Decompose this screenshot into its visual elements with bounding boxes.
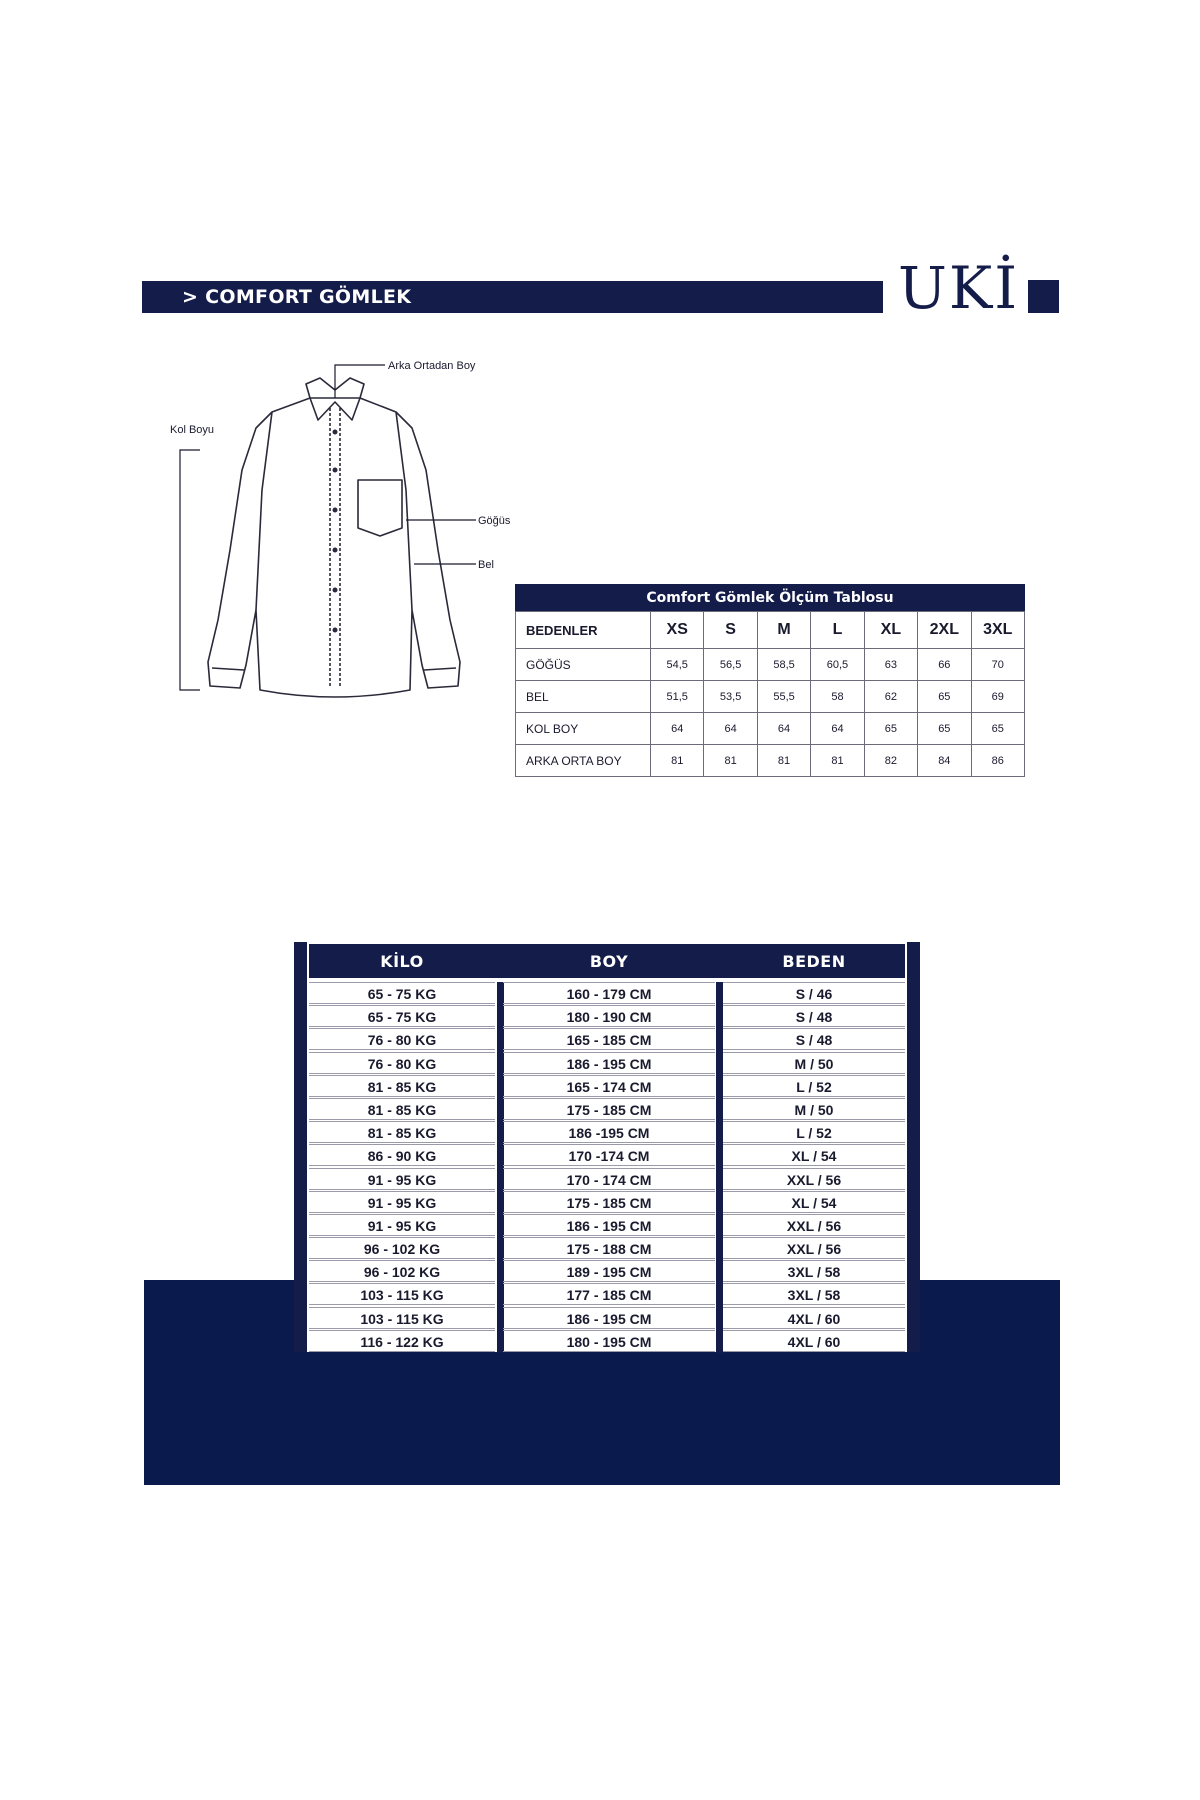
height-cell: 177 - 185 CM xyxy=(503,1283,715,1305)
height-cell: 170 - 174 CM xyxy=(503,1168,715,1190)
height-cell: 186 - 195 CM xyxy=(503,1052,715,1074)
button xyxy=(333,508,338,513)
size-guide-inner xyxy=(307,942,907,1352)
height-cell: 180 - 190 CM xyxy=(503,1005,715,1027)
measurement-value: 64 xyxy=(811,713,864,745)
measurement-value: 70 xyxy=(971,649,1024,681)
table-row xyxy=(309,1214,905,1237)
sizes-header-label: BEDENLER xyxy=(516,612,651,649)
height-cell: 180 - 195 CM xyxy=(503,1330,715,1352)
height-cell: 189 - 195 CM xyxy=(503,1260,715,1282)
table-row xyxy=(309,1260,905,1283)
shirt-outline xyxy=(208,398,460,697)
size-cell: 4XL / 60 xyxy=(723,1307,905,1329)
measurement-table xyxy=(515,584,1025,777)
header-bar xyxy=(142,281,883,313)
weight-cell: 96 - 102 KG xyxy=(309,1260,495,1282)
table-row xyxy=(309,1191,905,1214)
size-column-header: 2XL xyxy=(918,612,971,649)
measurement-value: 69 xyxy=(971,681,1024,713)
size-column-header: M xyxy=(757,612,810,649)
measurement-row xyxy=(516,713,1025,745)
size-column-header: 3XL xyxy=(971,612,1024,649)
table-row xyxy=(309,982,905,1005)
measurement-label: ARKA ORTA BOY xyxy=(516,745,651,777)
measurement-row xyxy=(516,745,1025,777)
measurement-value: 81 xyxy=(757,745,810,777)
measurement-header-row xyxy=(516,612,1025,649)
weight-cell: 116 - 122 KG xyxy=(309,1330,495,1352)
size-column-header: XS xyxy=(651,612,704,649)
measurement-value: 58,5 xyxy=(757,649,810,681)
size-cell: XL / 54 xyxy=(723,1144,905,1166)
weight-cell: 103 - 115 KG xyxy=(309,1307,495,1329)
size-guide-header xyxy=(309,944,905,978)
size-column-header: XL xyxy=(864,612,917,649)
table-row xyxy=(309,1168,905,1191)
size-guide xyxy=(294,942,920,1352)
button xyxy=(333,588,338,593)
weight-cell: 91 - 95 KG xyxy=(309,1191,495,1213)
weight-cell: 76 - 80 KG xyxy=(309,1028,495,1050)
measurement-value: 64 xyxy=(651,713,704,745)
table-row xyxy=(309,1330,905,1353)
table-row xyxy=(309,1075,905,1098)
size-cell: XXL / 56 xyxy=(723,1237,905,1259)
sleeve-length-label: Kol Boyu xyxy=(170,424,215,436)
measurement-value: 66 xyxy=(918,649,971,681)
waist-label: Bel xyxy=(478,559,494,571)
table-row xyxy=(309,1005,905,1028)
back-length-label: Arka Ortadan Boy xyxy=(388,360,476,372)
shirt-diagram xyxy=(160,350,520,700)
height-cell: 165 - 185 CM xyxy=(503,1028,715,1050)
measurement-label: GÖĞÜS xyxy=(516,649,651,681)
height-cell: 175 - 185 CM xyxy=(503,1098,715,1120)
measurement-value: 81 xyxy=(651,745,704,777)
weight-header: KİLO xyxy=(380,952,424,971)
weight-cell: 65 - 75 KG xyxy=(309,982,495,1004)
brand-logo: UKİ xyxy=(898,254,1020,322)
measurement-value: 63 xyxy=(864,649,917,681)
height-cell: 186 - 195 CM xyxy=(503,1214,715,1236)
size-cell: S / 48 xyxy=(723,1005,905,1027)
size-guide-body xyxy=(309,982,905,1353)
size-cell: L / 52 xyxy=(723,1075,905,1097)
measurement-row xyxy=(516,649,1025,681)
table-row xyxy=(309,1237,905,1260)
measurement-row xyxy=(516,681,1025,713)
measurement-value: 55,5 xyxy=(757,681,810,713)
measurement-value: 62 xyxy=(864,681,917,713)
button xyxy=(333,430,338,435)
weight-cell: 91 - 95 KG xyxy=(309,1168,495,1190)
height-cell: 160 - 179 CM xyxy=(503,982,715,1004)
measurement-value: 81 xyxy=(811,745,864,777)
measurement-table-title: Comfort Gömlek Ölçüm Tablosu xyxy=(515,584,1025,611)
table-row xyxy=(309,1307,905,1330)
height-cell: 186 -195 CM xyxy=(503,1121,715,1143)
weight-cell: 96 - 102 KG xyxy=(309,1237,495,1259)
measurement-value: 53,5 xyxy=(704,681,757,713)
button xyxy=(333,628,338,633)
size-column-header: L xyxy=(811,612,864,649)
button xyxy=(333,468,338,473)
measurement-value: 56,5 xyxy=(704,649,757,681)
table-row xyxy=(309,1052,905,1075)
measurement-value: 64 xyxy=(704,713,757,745)
weight-cell: 76 - 80 KG xyxy=(309,1052,495,1074)
size-cell: M / 50 xyxy=(723,1052,905,1074)
measurement-value: 54,5 xyxy=(651,649,704,681)
size-header: BEDEN xyxy=(782,952,846,971)
page-title: > COMFORT GÖMLEK xyxy=(182,286,412,308)
weight-cell: 86 - 90 KG xyxy=(309,1144,495,1166)
measurement-value: 84 xyxy=(918,745,971,777)
measurement-value: 81 xyxy=(704,745,757,777)
measurement-value: 58 xyxy=(811,681,864,713)
size-cell: S / 46 xyxy=(723,982,905,1004)
measurement-value: 51,5 xyxy=(651,681,704,713)
placket xyxy=(330,408,340,686)
pocket xyxy=(358,480,402,536)
measurement-value: 65 xyxy=(918,713,971,745)
weight-cell: 91 - 95 KG xyxy=(309,1214,495,1236)
size-column-header: S xyxy=(704,612,757,649)
size-cell: 3XL / 58 xyxy=(723,1283,905,1305)
table-row xyxy=(309,1098,905,1121)
weight-cell: 81 - 85 KG xyxy=(309,1075,495,1097)
measurement-value: 65 xyxy=(971,713,1024,745)
measurement-value: 65 xyxy=(864,713,917,745)
size-cell: L / 52 xyxy=(723,1121,905,1143)
height-cell: 175 - 185 CM xyxy=(503,1191,715,1213)
size-cell: XXL / 56 xyxy=(723,1214,905,1236)
height-cell: 186 - 195 CM xyxy=(503,1307,715,1329)
table-row xyxy=(309,1121,905,1144)
table-row xyxy=(309,1144,905,1167)
weight-cell: 65 - 75 KG xyxy=(309,1005,495,1027)
height-header: BOY xyxy=(589,952,629,971)
button xyxy=(333,548,338,553)
height-cell: 175 - 188 CM xyxy=(503,1237,715,1259)
chest-label: Göğüs xyxy=(478,515,511,527)
weight-cell: 81 - 85 KG xyxy=(309,1121,495,1143)
measurement-value: 86 xyxy=(971,745,1024,777)
measurement-label: BEL xyxy=(516,681,651,713)
measurement-value: 60,5 xyxy=(811,649,864,681)
measurement-value: 65 xyxy=(918,681,971,713)
measurement-value: 64 xyxy=(757,713,810,745)
size-cell: XXL / 56 xyxy=(723,1168,905,1190)
size-cell: M / 50 xyxy=(723,1098,905,1120)
logo-square xyxy=(1028,280,1059,313)
size-cell: 4XL / 60 xyxy=(723,1330,905,1352)
height-cell: 170 -174 CM xyxy=(503,1144,715,1166)
size-cell: 3XL / 58 xyxy=(723,1260,905,1282)
sleeve-length-bracket xyxy=(180,450,200,690)
weight-cell: 103 - 115 KG xyxy=(309,1283,495,1305)
measurement-label: KOL BOY xyxy=(516,713,651,745)
size-cell: S / 48 xyxy=(723,1028,905,1050)
weight-cell: 81 - 85 KG xyxy=(309,1098,495,1120)
table-row xyxy=(309,1028,905,1051)
height-cell: 165 - 174 CM xyxy=(503,1075,715,1097)
measurement-value: 82 xyxy=(864,745,917,777)
table-row xyxy=(309,1283,905,1306)
size-cell: XL / 54 xyxy=(723,1191,905,1213)
